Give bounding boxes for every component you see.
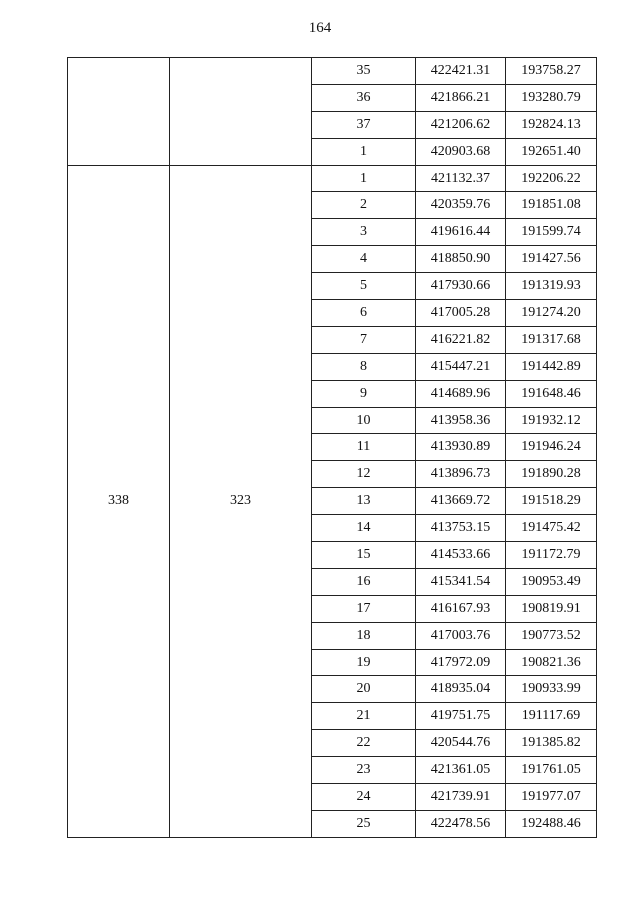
coordinates-table-body [68,58,597,838]
x-coordinate-cell: 421739.91 [416,784,506,811]
point-number-cell: 5 [312,273,416,300]
point-number-cell: 15 [312,542,416,569]
point-number-cell: 1 [312,138,416,165]
x-coordinate-cell: 421132.37 [416,165,506,192]
point-number-cell: 25 [312,810,416,837]
point-number-cell: 10 [312,407,416,434]
table-row [68,165,597,192]
point-number-cell: 19 [312,649,416,676]
x-coordinate-cell: 413958.36 [416,407,506,434]
group-id-b-cell [170,58,312,166]
y-coordinate-cell: 191890.28 [506,461,597,488]
table-row [68,58,597,85]
x-coordinate-cell: 417003.76 [416,622,506,649]
y-coordinate-cell: 191475.42 [506,515,597,542]
y-coordinate-cell: 191851.08 [506,192,597,219]
y-coordinate-cell: 191274.20 [506,300,597,327]
y-coordinate-cell: 190821.36 [506,649,597,676]
point-number-cell: 9 [312,380,416,407]
x-coordinate-cell: 415341.54 [416,568,506,595]
y-coordinate-cell: 190819.91 [506,595,597,622]
x-coordinate-cell: 421361.05 [416,757,506,784]
y-coordinate-cell: 191117.69 [506,703,597,730]
y-coordinate-cell: 191932.12 [506,407,597,434]
y-coordinate-cell: 191172.79 [506,542,597,569]
y-coordinate-cell: 191599.74 [506,219,597,246]
point-number-cell: 12 [312,461,416,488]
y-coordinate-cell: 190953.49 [506,568,597,595]
x-coordinate-cell: 416221.82 [416,326,506,353]
y-coordinate-cell: 190773.52 [506,622,597,649]
x-coordinate-cell: 414689.96 [416,380,506,407]
point-number-cell: 16 [312,568,416,595]
x-coordinate-cell: 417972.09 [416,649,506,676]
point-number-cell: 6 [312,300,416,327]
point-number-cell: 11 [312,434,416,461]
point-number-cell: 7 [312,326,416,353]
x-coordinate-cell: 421206.62 [416,111,506,138]
point-number-cell: 20 [312,676,416,703]
x-coordinate-cell: 417005.28 [416,300,506,327]
page-number: 164 [308,20,332,36]
point-number-cell: 13 [312,488,416,515]
y-coordinate-cell: 191761.05 [506,757,597,784]
y-coordinate-cell: 191946.24 [506,434,597,461]
point-number-cell: 22 [312,730,416,757]
point-number-cell: 24 [312,784,416,811]
x-coordinate-cell: 422478.56 [416,810,506,837]
x-coordinate-cell: 416167.93 [416,595,506,622]
point-number-cell: 2 [312,192,416,219]
x-coordinate-cell: 420903.68 [416,138,506,165]
point-number-cell: 3 [312,219,416,246]
x-coordinate-cell: 415447.21 [416,353,506,380]
point-number-cell: 4 [312,246,416,273]
x-coordinate-cell: 413753.15 [416,515,506,542]
point-number-cell: 21 [312,703,416,730]
y-coordinate-cell: 191977.07 [506,784,597,811]
group-id-a-cell [68,58,170,166]
y-coordinate-cell: 190933.99 [506,676,597,703]
coordinates-table [67,57,597,838]
x-coordinate-cell: 418850.90 [416,246,506,273]
point-number-cell: 18 [312,622,416,649]
point-number-cell: 35 [312,58,416,85]
x-coordinate-cell: 422421.31 [416,58,506,85]
x-coordinate-cell: 413896.73 [416,461,506,488]
x-coordinate-cell: 419751.75 [416,703,506,730]
x-coordinate-cell: 420359.76 [416,192,506,219]
x-coordinate-cell: 414533.66 [416,542,506,569]
point-number-cell: 23 [312,757,416,784]
y-coordinate-cell: 192824.13 [506,111,597,138]
point-number-cell: 17 [312,595,416,622]
y-coordinate-cell: 192206.22 [506,165,597,192]
x-coordinate-cell: 413669.72 [416,488,506,515]
y-coordinate-cell: 191317.68 [506,326,597,353]
point-number-cell: 14 [312,515,416,542]
y-coordinate-cell: 192651.40 [506,138,597,165]
y-coordinate-cell: 191442.89 [506,353,597,380]
group-id-b-cell: 323 [170,165,312,837]
y-coordinate-cell: 191518.29 [506,488,597,515]
y-coordinate-cell: 191427.56 [506,246,597,273]
x-coordinate-cell: 420544.76 [416,730,506,757]
y-coordinate-cell: 191648.46 [506,380,597,407]
point-number-cell: 37 [312,111,416,138]
point-number-cell: 8 [312,353,416,380]
y-coordinate-cell: 191385.82 [506,730,597,757]
x-coordinate-cell: 417930.66 [416,273,506,300]
point-number-cell: 36 [312,84,416,111]
y-coordinate-cell: 193280.79 [506,84,597,111]
y-coordinate-cell: 192488.46 [506,810,597,837]
x-coordinate-cell: 419616.44 [416,219,506,246]
x-coordinate-cell: 421866.21 [416,84,506,111]
group-id-a-cell: 338 [68,165,170,837]
point-number-cell: 1 [312,165,416,192]
x-coordinate-cell: 413930.89 [416,434,506,461]
y-coordinate-cell: 191319.93 [506,273,597,300]
y-coordinate-cell: 193758.27 [506,58,597,85]
x-coordinate-cell: 418935.04 [416,676,506,703]
